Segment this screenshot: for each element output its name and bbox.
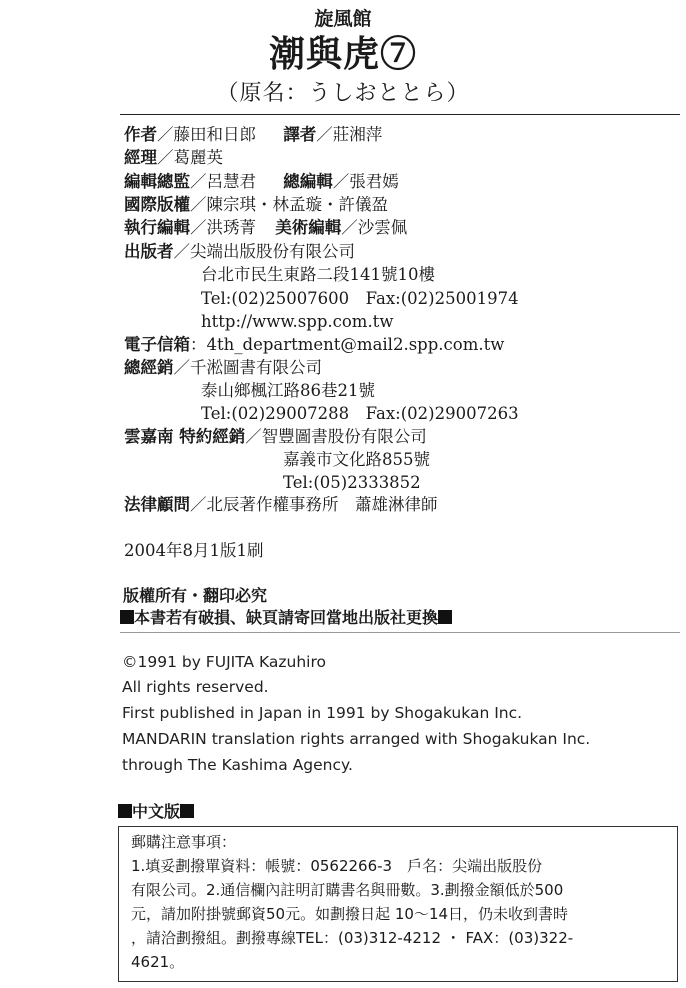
chinese-edition-label: 中文版 [132, 802, 181, 821]
intl-rights-value: 陳宗琪・林孟璇・許儀盈 [206, 195, 388, 214]
chinese-edition-label-row [118, 799, 194, 822]
exec-editor-row: 執行編輯／洪琇菁 美術編輯／沙雲佩 [124, 218, 408, 237]
publisher-phone: Tel:(02)25007600 Fax:(02)25001974 [201, 289, 519, 308]
distributor-phone: Tel:(02)29007288 Fax:(02)29007263 [201, 404, 519, 423]
black-square-icon [438, 610, 452, 624]
manager-row: 經理／葛麗英 [124, 148, 223, 167]
south-distributor-row: 雲嘉南 特約經銷／智豐圖書股份有限公司 [124, 427, 427, 446]
general-editor-value: 張君嫣 [349, 172, 399, 191]
publisher-name: 旋風館 [314, 8, 372, 30]
legal-row: 法律顧問／北辰著作權事務所 蕭雄淋律師 [124, 495, 438, 514]
email-label: 電子信箱 [124, 335, 190, 354]
mail-order-line: 有限公司。2.通信欄內註明訂購書名與冊數。3.劃撥金額低於500 [131, 881, 564, 899]
manager-label: 經理 [124, 148, 157, 167]
mail-order-line: 1.填妥劃撥單資料：帳號：0562266-3 戶名：尖端出版股份 [131, 857, 543, 875]
author-value: 藤田和日郎 [173, 125, 256, 144]
damaged-notice-row [120, 605, 452, 628]
divider [120, 632, 680, 633]
distributor-address: 泰山鄉楓江路86巷21號 [201, 381, 375, 400]
mail-order-heading: 郵購注意事項： [131, 833, 237, 851]
south-distributor-company: 智豐圖書股份有限公司 [261, 427, 427, 446]
distributor-company: 千淞圖書有限公司 [190, 358, 322, 377]
publisher-company: 尖端出版股份有限公司 [190, 242, 355, 261]
distributor-row: 總經銷／千淞圖書有限公司 [124, 358, 322, 377]
divider [120, 114, 680, 115]
publisher-label: 出版者 [124, 242, 174, 261]
email-value: 4th_department@mail2.spp.com.tw [206, 335, 505, 354]
publisher-row: 出版者／尖端出版股份有限公司 [124, 242, 355, 261]
mail-order-line: ，請洽劃撥組。劃撥專線TEL：(03)312-4212 ・ FAX：(03)322- [131, 929, 574, 947]
black-square-icon [120, 610, 134, 624]
manager-value: 葛麗英 [173, 148, 223, 167]
chief-editor-value: 呂慧君 [206, 172, 256, 191]
legal-label: 法律顧問 [124, 495, 190, 514]
intl-rights-label: 國際版權 [124, 195, 190, 214]
chief-editor-label: 編輯總監 [124, 172, 190, 191]
south-distributor-address: 嘉義市文化路855號 [283, 450, 430, 469]
general-editor-label: 總編輯 [283, 172, 333, 191]
exec-editor-value: 洪琇菁 [206, 218, 256, 237]
edition-info: 2004年8月1版1刷 [124, 541, 264, 560]
email-row: 電子信箱：4th_department@mail2.spp.com.tw [124, 335, 505, 354]
damaged-notice: 本書若有破損、缺頁請寄回當地出版社更換 [134, 608, 439, 627]
distributor-label: 總經銷 [124, 358, 174, 377]
mail-order-box [118, 826, 678, 982]
publisher-url: http://www.spp.com.tw [201, 312, 394, 331]
first-published-line: First published in Japan in 1991 by Shogakukan Inc. [122, 704, 523, 722]
editors-row: 編輯總監／呂慧君 總編輯／張君嫣 [124, 172, 399, 191]
art-editor-value: 沙雲佩 [357, 218, 408, 237]
copyright-notice: 版權所有・翻印必究 [123, 586, 268, 605]
black-square-icon [180, 804, 194, 818]
translator-label: 譯者 [283, 125, 317, 144]
agency-line: through The Kashima Agency. [122, 756, 353, 774]
publisher-address: 台北市民生東路二段141號10樓 [201, 265, 435, 284]
mail-order-line: 4621。 [131, 953, 185, 971]
art-editor-label: 美術編輯 [275, 218, 342, 237]
translation-rights-line: MANDARIN translation rights arranged with Shogakukan Inc. [122, 730, 591, 748]
copyright-line: ©1991 by FUJITA Kazuhiro [122, 653, 327, 671]
black-square-icon [118, 804, 132, 818]
original-title: （原名：うしおととら） [216, 81, 470, 106]
legal-value: 北辰著作權事務所 蕭雄淋律師 [206, 495, 438, 514]
south-distributor-phone: Tel:(05)2333852 [283, 473, 421, 492]
author-row: 作者／藤田和日郎 譯者／莊湘萍 [124, 125, 383, 144]
mail-order-line: 元，請加附掛號郵資50元。如劃撥日起 10～14日，仍未收到書時 [131, 905, 569, 923]
author-label: 作者 [124, 125, 157, 144]
book-title: 潮與虎⑦ [268, 33, 417, 75]
south-distributor-label: 雲嘉南 特約經銷 [124, 427, 246, 446]
exec-editor-label: 執行編輯 [124, 218, 190, 237]
rights-reserved-line: All rights reserved. [122, 678, 269, 696]
translator-value: 莊湘萍 [332, 125, 383, 144]
intl-rights-row: 國際版權／陳宗琪・林孟璇・許儀盈 [124, 195, 388, 214]
